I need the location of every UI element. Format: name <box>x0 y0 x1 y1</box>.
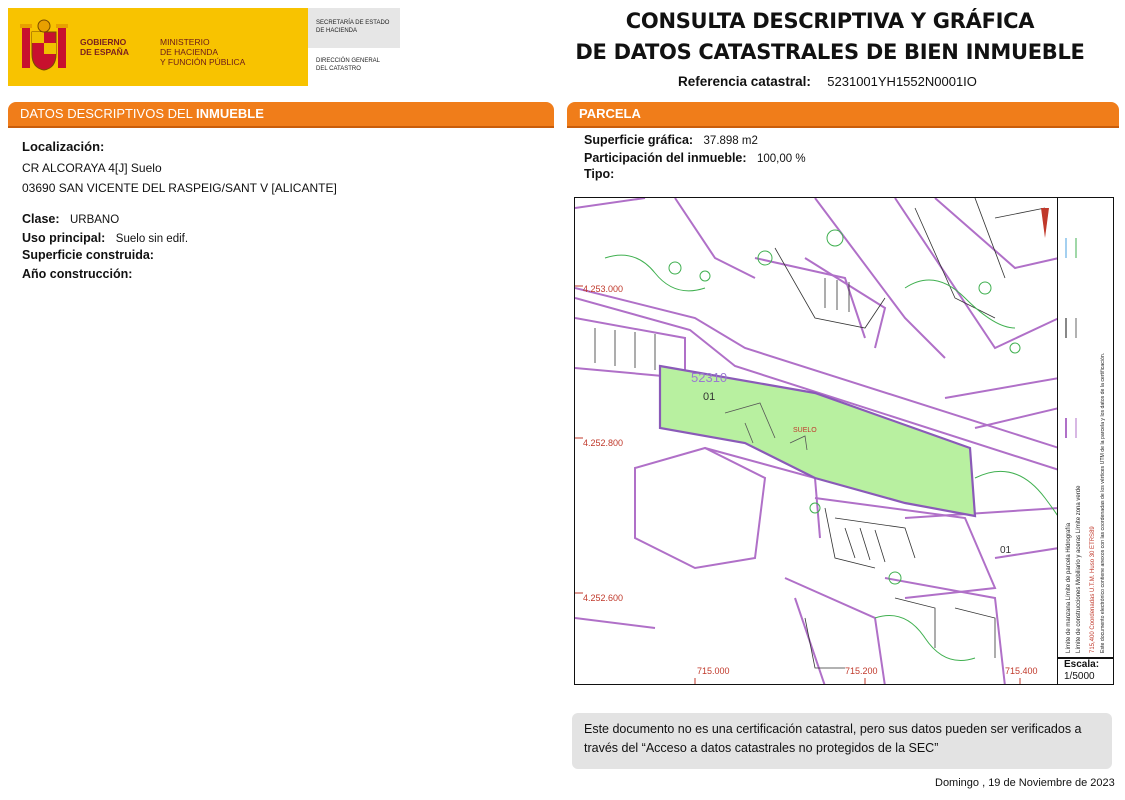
title-line1: CONSULTA DESCRIPTIVA Y GRÁFICA <box>625 9 1035 33</box>
ministry-name <box>160 37 245 67</box>
selected-parcel[interactable] <box>660 366 975 516</box>
coord-x-2: 715.200 <box>845 666 878 676</box>
scale-label: Escala: <box>1064 659 1100 670</box>
referencia-label: Referencia catastral: <box>678 74 811 89</box>
disclaimer-note <box>572 713 1112 769</box>
coord-y-3: 4.252.600 <box>583 593 624 603</box>
address-line2: 03690 SAN VICENTE DEL RASPEIG/SANT V [ALICANTE] <box>22 181 337 195</box>
title-line2: DE DATOS CATASTRALES DE BIEN INMUEBLE <box>575 40 1085 64</box>
ministry-line2: DE HACIENDA <box>160 47 219 57</box>
superficie-grafica-label: Superficie gráfica: <box>584 133 694 147</box>
direccion-block <box>308 48 400 86</box>
tipo-label: Tipo: <box>584 167 615 181</box>
page-title <box>560 6 1100 68</box>
parcela-title: PARCELA <box>579 106 641 121</box>
gov-line1: GOBIERNO <box>80 37 127 47</box>
section-title-bold: INMUEBLE <box>196 106 264 121</box>
secretaria-line2: DE HACIENDA <box>316 27 358 34</box>
coat-of-arms-icon <box>18 18 70 76</box>
map-scale <box>1058 658 1114 685</box>
superficie-grafica-row <box>584 131 758 149</box>
coord-x-1: 715.000 <box>697 666 730 676</box>
document-date: Domingo , 19 de Noviembre de 2023 <box>935 777 1115 789</box>
address-line1: CR ALCORAYA 4[J] Suelo <box>22 161 162 175</box>
north-arrow-icon <box>1041 208 1049 238</box>
participacion-row <box>584 149 806 167</box>
participacion-value: 100,00 % <box>757 153 806 165</box>
participacion-label: Participación del inmueble: <box>584 151 747 165</box>
parcel-tag: SUELO <box>793 427 817 434</box>
map-drawing <box>575 198 1058 685</box>
clase-label: Clase: <box>22 212 60 226</box>
coord-x-3: 715.400 <box>1005 666 1038 676</box>
secretaria-line1: SECRETARÍA DE ESTADO <box>316 20 390 26</box>
parcel-block-number: 52310 <box>691 370 728 385</box>
coord-y-1: 4.253.000 <box>583 284 624 294</box>
disclaimer-line2: través del “Acceso a datos catastrales no protegidos de la SEC” <box>584 741 939 755</box>
ministry-line1: MINISTERIO <box>160 37 210 47</box>
direccion-line1: DIRECCIÓN GENERAL <box>316 58 381 64</box>
uso-row <box>22 229 188 247</box>
superficie-grafica-value: 37.898 m2 <box>703 135 758 147</box>
uso-label: Uso principal: <box>22 231 106 245</box>
scale-value: 1/5000 <box>1064 671 1095 682</box>
gov-line2: DE ESPAÑA <box>80 47 129 57</box>
uso-value: Suelo sin edif. <box>115 233 189 245</box>
direccion-line2: DEL CATASTRO <box>316 65 361 72</box>
ministry-line3: Y FUNCIÓN PÚBLICA <box>160 57 246 67</box>
section-datos-descriptivos <box>8 102 554 126</box>
clase-value: URBANO <box>69 214 120 226</box>
legend-line-1: Límite de manzana Límite de parcela Hidrografía <box>1066 522 1072 653</box>
legend-coordinates: 715,400 Coordenadas U.T.M. Huso 30 ETRS89 <box>1090 526 1096 653</box>
map-legend <box>1058 197 1114 658</box>
anio-construccion-label: Año construcción: <box>22 267 133 281</box>
neighbor-parcel-number: 01 <box>1000 545 1012 556</box>
secretaria-block <box>308 8 400 48</box>
coord-y-2: 4.252.800 <box>583 438 624 448</box>
referencia-catastral <box>678 73 977 91</box>
referencia-value: 5231001YH1552N0001IO <box>827 74 977 89</box>
localizacion-label: Localización: <box>22 139 105 154</box>
legend-line-2: Límite de construcciones Mobiliario y aceras Límite zona verde <box>1076 485 1082 653</box>
disclaimer-line1: Este documento no es una certificación catastral, pero sus datos pueden ser verificados a <box>584 722 1082 736</box>
superficie-construida-label: Superficie construida: <box>22 248 154 262</box>
section-title-prefix: DATOS DESCRIPTIVOS DEL <box>20 106 197 121</box>
legend-drawing <box>1058 198 1114 658</box>
cadastral-map[interactable] <box>574 197 1058 685</box>
government-logo-block <box>8 8 308 86</box>
parcel-number: 01 <box>703 391 716 403</box>
legend-note: Este documento electrónico contiene anexos con las coordenadas de los vértices UTM de la parcela y los datos de la certificación. <box>1100 352 1106 653</box>
gov-name <box>80 37 129 57</box>
clase-row <box>22 210 119 228</box>
section-parcela <box>567 102 1119 126</box>
